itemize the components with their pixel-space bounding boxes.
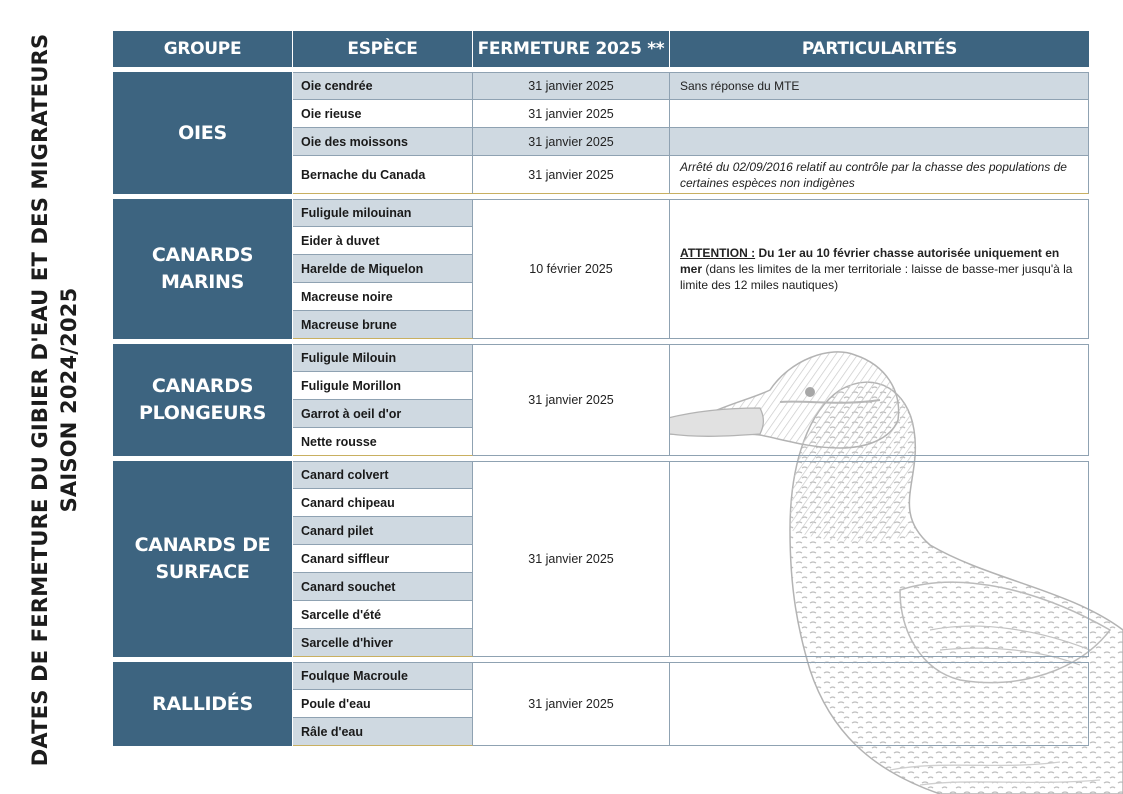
- attention-rest: (dans les limites de la mer territoriale : laisse de basse-mer jusqu'à la limite des 12 miles nautiques): [680, 262, 1073, 292]
- group-canards-de-surface: [113, 461, 293, 657]
- table-row: [113, 461, 1089, 489]
- note-cell: Sans réponse du MTE: [670, 72, 1089, 100]
- group-canards-plongeurs: [113, 344, 293, 456]
- species-cell: Oie des moissons: [293, 128, 473, 156]
- species-cell: Fuligule Morillon: [293, 372, 473, 400]
- date-cell: 31 janvier 2025: [473, 72, 670, 100]
- note-cell: [670, 344, 1089, 456]
- group-name-line-1: CANARDS: [151, 375, 254, 397]
- species-cell: Canard pilet: [293, 517, 473, 545]
- group-oies: OIES: [113, 72, 293, 194]
- note-cell: [670, 199, 1089, 339]
- note-cell: [670, 461, 1089, 657]
- species-cell: Sarcelle d'hiver: [293, 629, 473, 657]
- note-cell: [670, 100, 1089, 128]
- closure-dates-table: [113, 31, 1089, 746]
- date-cell: 31 janvier 2025: [473, 662, 670, 746]
- table-row: [113, 72, 1089, 100]
- species-cell: Poule d'eau: [293, 690, 473, 718]
- header-particularites: PARTICULARITÉS: [670, 31, 1089, 67]
- header-espece: ESPÈCE: [293, 31, 473, 67]
- group-name-line-2: PLONGEURS: [138, 402, 267, 424]
- page-title: [0, 0, 110, 794]
- species-cell: Macreuse brune: [293, 311, 473, 339]
- table-row: [113, 344, 1089, 372]
- title-line-1: DATES DE FERMETURE DU GIBIER D'EAU ET DES MIGRATEURS: [28, 33, 52, 767]
- species-cell: Oie cendrée: [293, 72, 473, 100]
- table-row: [113, 199, 1089, 227]
- species-cell: Canard souchet: [293, 573, 473, 601]
- header-groupe: GROUPE: [113, 31, 293, 67]
- species-cell: Sarcelle d'été: [293, 601, 473, 629]
- species-cell: Bernache du Canada: [293, 156, 473, 194]
- group-name-line-1: CANARDS DE: [134, 534, 271, 556]
- note-cell: [670, 128, 1089, 156]
- species-cell: Canard chipeau: [293, 489, 473, 517]
- date-cell: 31 janvier 2025: [473, 461, 670, 657]
- species-cell: Nette rousse: [293, 428, 473, 456]
- attention-label: ATTENTION :: [680, 246, 756, 260]
- species-cell: Garrot à oeil d'or: [293, 400, 473, 428]
- table-row: [113, 662, 1089, 690]
- attention-bold: Du 1er au 10 février chasse autorisée uniquement en mer: [680, 246, 1060, 276]
- species-cell: Canard siffleur: [293, 545, 473, 573]
- group-canards-marins: CANARDS MARINS: [113, 199, 293, 339]
- group-name-line-2: SURFACE: [155, 561, 250, 583]
- date-cell: 10 février 2025: [473, 199, 670, 339]
- date-cell: 31 janvier 2025: [473, 156, 670, 194]
- species-cell: Foulque Macroule: [293, 662, 473, 690]
- species-cell: Canard colvert: [293, 461, 473, 489]
- species-cell: Eider à duvet: [293, 227, 473, 255]
- title-line-2: SAISON 2024/2025: [57, 287, 81, 513]
- group-rallides: RALLIDÉS: [113, 662, 293, 746]
- note-cell: [670, 662, 1089, 746]
- date-cell: 31 janvier 2025: [473, 128, 670, 156]
- species-cell: Macreuse noire: [293, 283, 473, 311]
- species-cell: Harelde de Miquelon: [293, 255, 473, 283]
- species-cell: Fuligule Milouin: [293, 344, 473, 372]
- table-header: [113, 31, 1089, 67]
- species-cell: Râle d'eau: [293, 718, 473, 746]
- date-cell: 31 janvier 2025: [473, 100, 670, 128]
- species-cell: Fuligule milouinan: [293, 199, 473, 227]
- note-cell: Arrêté du 02/09/2016 relatif au contrôle par la chasse des populations de certaines espèces non indigènes: [670, 156, 1089, 194]
- date-cell: 31 janvier 2025: [473, 344, 670, 456]
- species-cell: Oie rieuse: [293, 100, 473, 128]
- header-fermeture: FERMETURE 2025 **: [473, 31, 670, 67]
